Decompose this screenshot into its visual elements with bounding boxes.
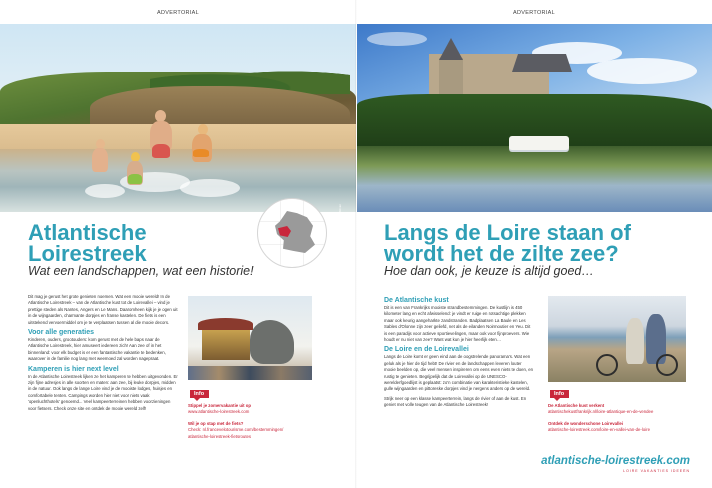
info-link-kust[interactable]: atlantischekustfrankrijk.nl/loire-atlantique-en-de-vendee [548,409,654,415]
right-headline: Langs de Loire staan of wordt het de zilte zee? [384,220,631,266]
info-block-left: Stippel je zomervakantie uit op www.atlantische-loirestreek.com Wil je op stap met de fiets? Check: nl.francevelotourisme.com/bestemmingen/ atlantische-loirestreek-fietsroutes [188,403,338,440]
carousel-elephant-photo [188,296,312,380]
section-title-generaties: Voor alle generaties [28,329,95,337]
closing-paragraph: Strijk neer op een klasse kampeerterrein, langs de rivier of aan de kust. En geniet met volle teugen van de Atlantische Loirestreek! [384,395,527,408]
left-headline: Atlantische Loirestreek [28,220,147,266]
section-text-kust: Dit is een van Frankrijks mooiste strandbestemmingen. De kustlijn is 450 kilometer lang en echt afwisselend: je vindt er ruige en rotsachtige plekken maar ook keurig aangeharkte zandstranden. Badplaatsen La Baule en Les Sables d'Olonne zijn zeer geliefd, net als de eilanden Noirmoutier en Yeu. Dit is een paradijs voor actieve sportievelingen, maar ook voor fijnproevers. Wie houdt er nu niet van zee? Want wat kun je hier heerlijk eten… [384,305,531,343]
info-link-fietsroutes[interactable]: Check: nl.francevelotourisme.com/bestemmingen/ [188,427,284,433]
info-link-loirevallei[interactable]: atlantische-loirestreek.com/loire-en-vallei-van-de-loire [548,427,650,433]
right-article-body [384,294,534,411]
info-link-website[interactable]: www.atlantische-loirestreek.com [188,409,250,415]
section-text-loirevallei: Langs de Loire komt er geen eind aan de oogstrelende panorama's. Wat een geluk als je hier de tijd hebt! De rivier en de landschappen leveren louter mooie beelden op, die veel mensen inspireren om eens even niets te doen, en rustig te genieten. Begrijpelijk dat de Loirevallei op de UNESCO-werelderfgoedlijst is geplaatst: zo'n combinatie van karakteristieke kastelen, gulle wijngaarden en pittoreske dorpjes vind je nergens anders op de wereld. [384,354,534,392]
info-tag-left: Info [190,390,209,398]
left-subtitle: Wat een landschappen, wat een historie! [28,264,254,278]
photo-credit: © Pierre Minier [338,203,342,224]
section-title-kamperen: Kamperen is hier next level [28,365,119,373]
section-title-kust: De Atlantische kust [384,297,449,304]
right-subtitle: Hoe dan ook, je keuze is altijd goed… [384,264,594,278]
coastal-cyclists-photo [548,296,686,382]
left-article-body [28,294,178,414]
info-tag-right: Info [550,390,569,398]
beach-family-photo [0,24,356,224]
section-title-loirevallei: De Loire en de Loirevallei [384,346,469,354]
advertorial-label-left: ADVERTORIAL [157,10,199,16]
france-locator-map [257,198,327,268]
footer-website-url[interactable]: atlantische-loirestreek.com [541,455,690,467]
right-page [356,0,712,488]
river-boat [509,136,569,150]
advertorial-label-right: ADVERTORIAL [513,10,555,16]
loire-castle-photo [357,24,712,212]
intro-paragraph: Dit mag je gerust het grote genieten noemen. Wat een mooie wereld! In de Atlantische Loirestreek – van de Atlantische kust tot de Loirevallei – vind je prettige steden als Nantes, Angers en Le Mans. Daaromheen kijk je je ogen uit in de wijngaarden, charmante dorpjes en franse kastelen. De fiets is een uitstekend vervoermiddel om je te verplaatsen tussen al die mooie decors. [28,294,178,325]
footer-tagline: LOIRE VAKANTIES IDEEËN [623,469,690,473]
section-text-generaties: Kinderen, ouders, grootouders: kom gerust met de hele baps naar de Atlantische Loirestreek, hier amuseert iedereen zich! Aan zee of in het binnenland: voor elk budget is er een fantastische vakantie te bedenken, waarover in de familie nog lang met weemoed zal worden nagepraat. [28,337,166,362]
info-block-right: De Atlantische kust verkent atlantischekustfrankrijk.nl/loire-atlantique-en-de-vendee Ontdek de wonderschone Loirevallei atlantische-loirestreek.com/loire-en-vallei-van-de-loire [548,403,698,434]
section-text-kamperen: In de Atlantische Loirestreek lijken ze het kamperen te hebben uitgevonden. Er zijn fijne adresjes in alle soorten en maten: aan zee, bij leuke dorpjes, midden in de natuur. Ook langs de lange Loire vind je de mooiste lodges, huisjes en comfortabele tenten. Campings worden hier niet voor niets vaak 'openluchthotels' genoemd... Veel kampeerterreinen hebben voorzieningen voor fietsers. Check onze site en ontdek de mooie wereld zelf! [28,373,178,411]
